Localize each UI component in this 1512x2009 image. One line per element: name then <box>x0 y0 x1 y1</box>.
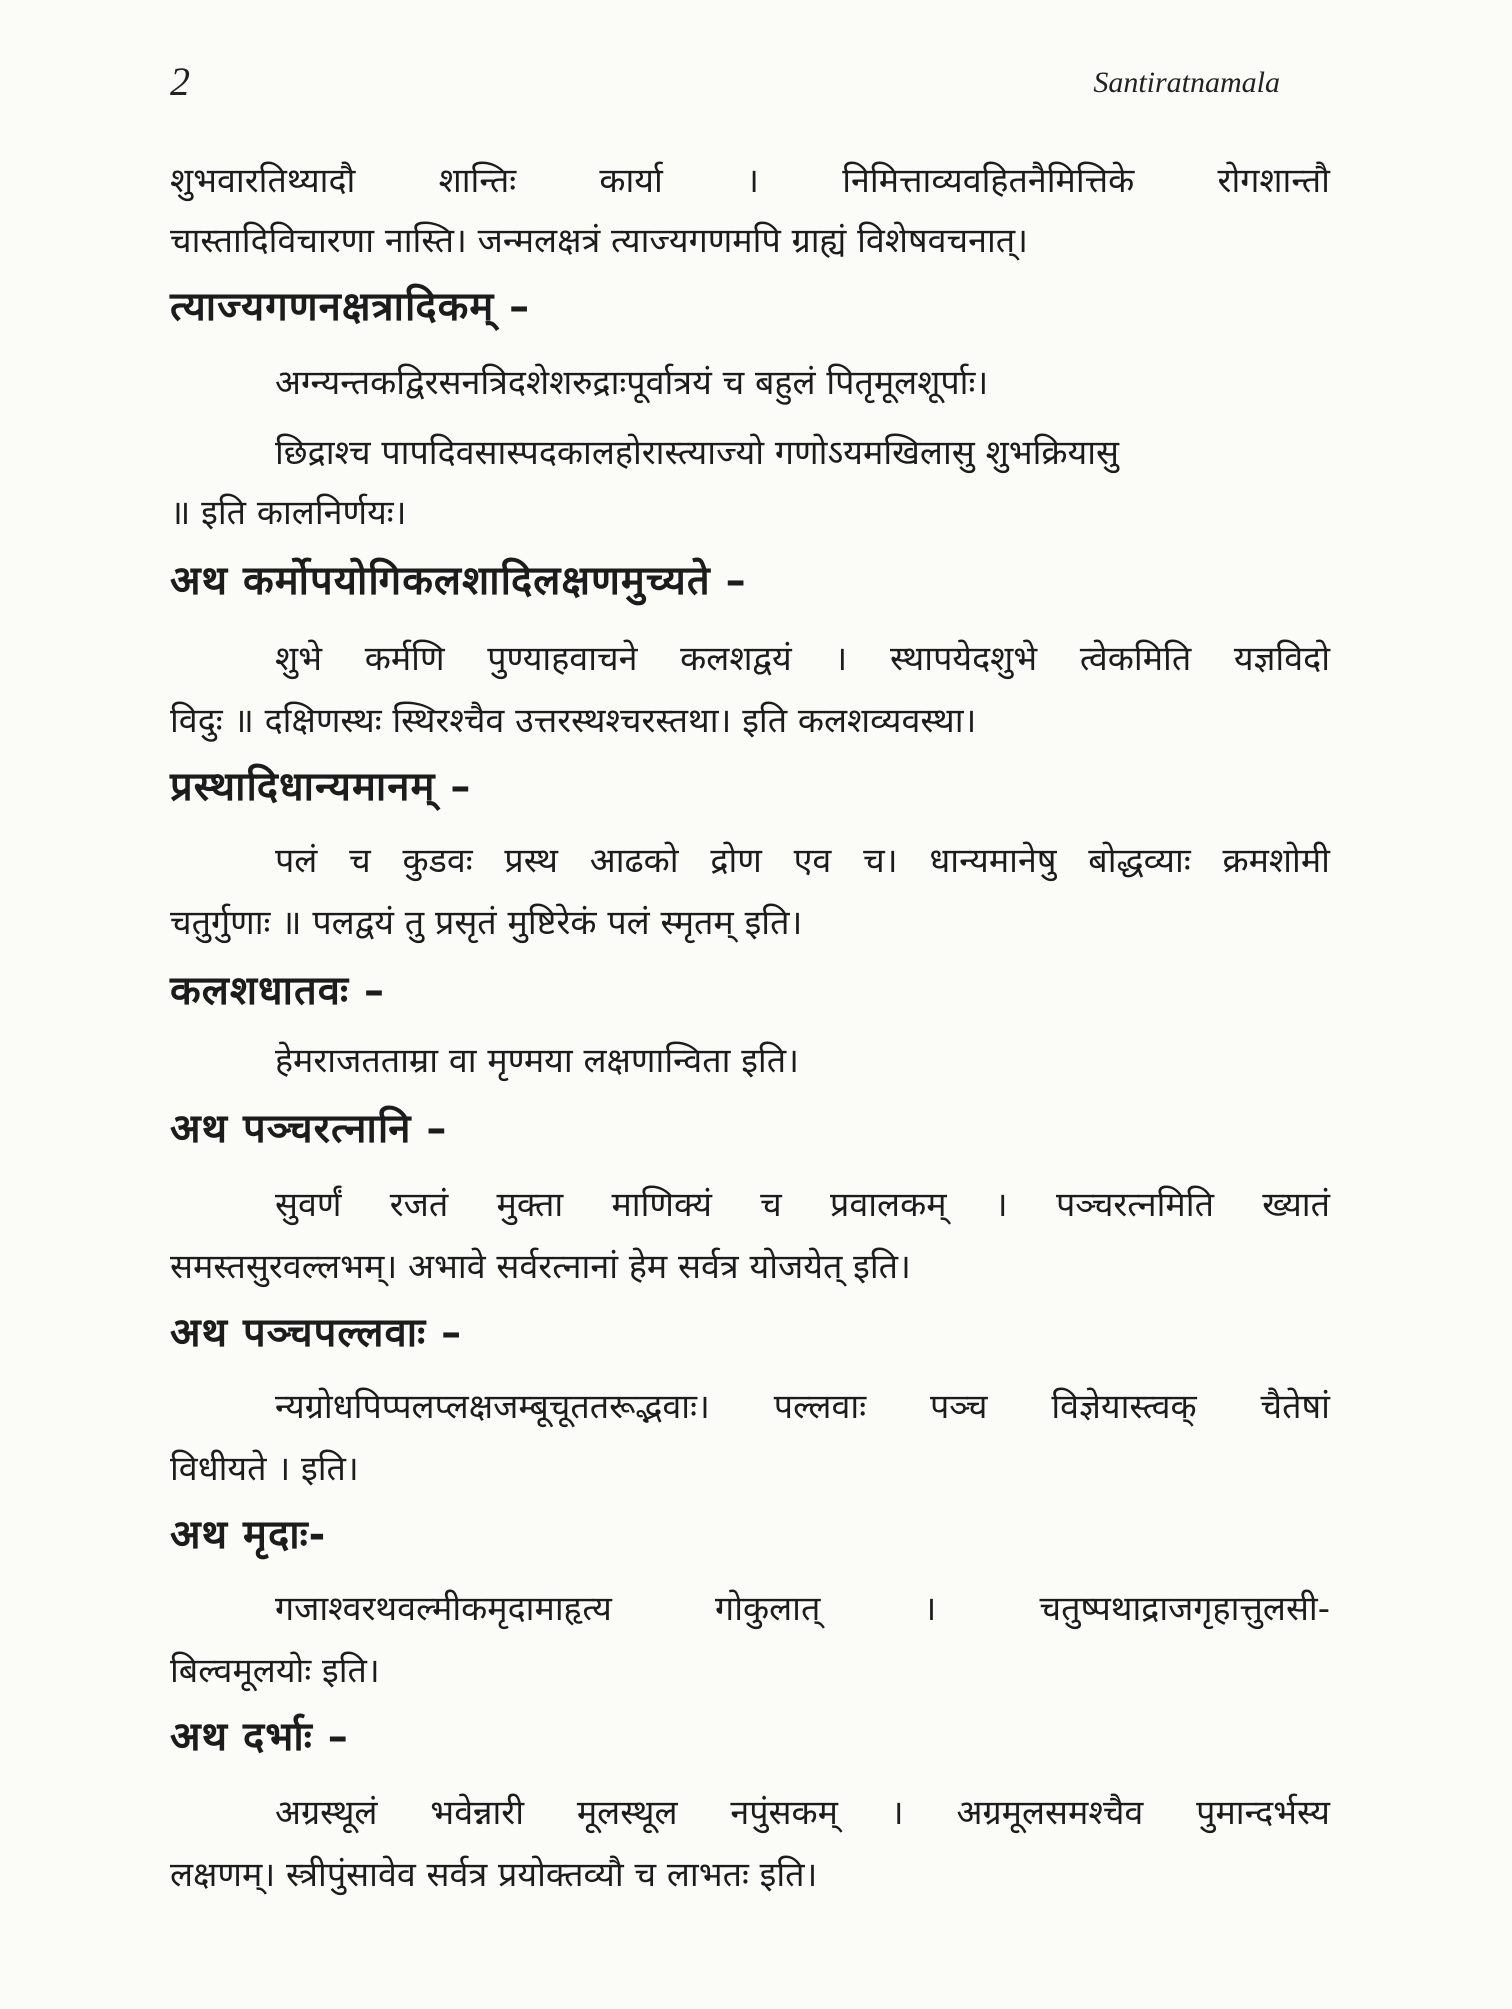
text-line: हेमराजतताम्रा वा मृण्मया लक्षणान्विता इति। <box>275 1041 799 1081</box>
section-heading: अथ पञ्चरत्नानि – <box>170 1106 448 1152</box>
text-line: चास्तादिविचारणा नास्ति। जन्मलक्षत्रं त्याज्यगणमपि ग्राह्यं विशेषवचनात्। <box>170 221 1029 261</box>
text-line: पलं च कुडवः प्रस्थ आढको द्रोण एव च। धान्यमानेषु बोद्धव्याः क्रमशोमी <box>275 841 1330 881</box>
section-heading: अथ दर्भाः – <box>170 1714 349 1760</box>
text-line: ॥ इति कालनिर्णयः। <box>170 493 407 533</box>
text-line: विदुः ॥ दक्षिणस्थः स्थिरश्चैव उत्तरस्थश्चरस्तथा। इति कलशव्यवस्था। <box>170 701 977 741</box>
section-heading: प्रस्थादिधान्यमानम् – <box>170 764 472 810</box>
text-line: अग्न्यन्तकद्विरसनत्रिदशेशरुद्राःपूर्वात्रयं च बहुलं पितृमूलशूर्पाः। <box>275 363 989 403</box>
section-heading: अथ मृदाः- <box>170 1512 327 1558</box>
text-line: शुभे कर्मणि पुण्याहवाचने कलशद्वयं । स्थापयेदशुभे त्वेकमिति यज्ञविदो <box>275 639 1330 679</box>
text-line: गजाश्वरथवल्मीकमृदामाहृत्य गोकुलात् । चतुष्पथाद्राजगृहात्तुलसी- <box>275 1589 1330 1629</box>
section-heading: अथ पञ्चपल्लवाः – <box>170 1310 463 1356</box>
page-number: 2 <box>170 59 190 104</box>
text-line: लक्षणम्। स्त्रीपुंसावेव सर्वत्र प्रयोक्तव्यौ च लाभतः इति। <box>170 1855 818 1895</box>
running-title: Santiratnamala <box>1093 66 1280 99</box>
text-line: चतुर्गुणाः ॥ पलद्वयं तु प्रसृतं मुष्टिरेकं पलं स्मृतम् इति। <box>170 903 803 943</box>
section-heading: त्याज्यगणनक्षत्रादिकम् – <box>170 284 531 330</box>
text-line: बिल्वमूलयोः इति। <box>170 1651 380 1691</box>
text-line: न्यग्रोधपिप्पलप्लक्षजम्बूचूततरूद्भवाः। पल्लवाः पञ्च विज्ञेयास्त्वक् चैतेषां <box>275 1387 1330 1427</box>
section-heading: कलशधातवः – <box>170 968 386 1014</box>
text-line: छिद्राश्च पापदिवसास्पदकालहोरास्त्याज्यो गणोऽयमखिलासु शुभक्रियासु <box>275 433 1120 473</box>
text-line: सुवर्णं रजतं मुक्ता माणिक्यं च प्रवालकम् । पञ्चरत्नमिति ख्यातं <box>275 1185 1330 1225</box>
section-heading: अथ कर्मोपयोगिकलशादिलक्षणमुच्यते – <box>170 558 747 604</box>
text-line: समस्तसुरवल्लभम्। अभावे सर्वरत्नानां हेम सर्वत्र योजयेत् इति। <box>170 1247 911 1287</box>
text-line: विधीयते । इति। <box>170 1449 359 1489</box>
text-line: शुभवारतिथ्यादौ शान्तिः कार्या । निमित्ताव्यवहितनैमित्तिके रोगशान्तौ <box>170 161 1330 201</box>
text-line: अग्रस्थूलं भवेन्नारी मूलस्थूल नपुंसकम् । अग्रमूलसमश्चैव पुमान्दर्भस्य <box>275 1793 1330 1833</box>
